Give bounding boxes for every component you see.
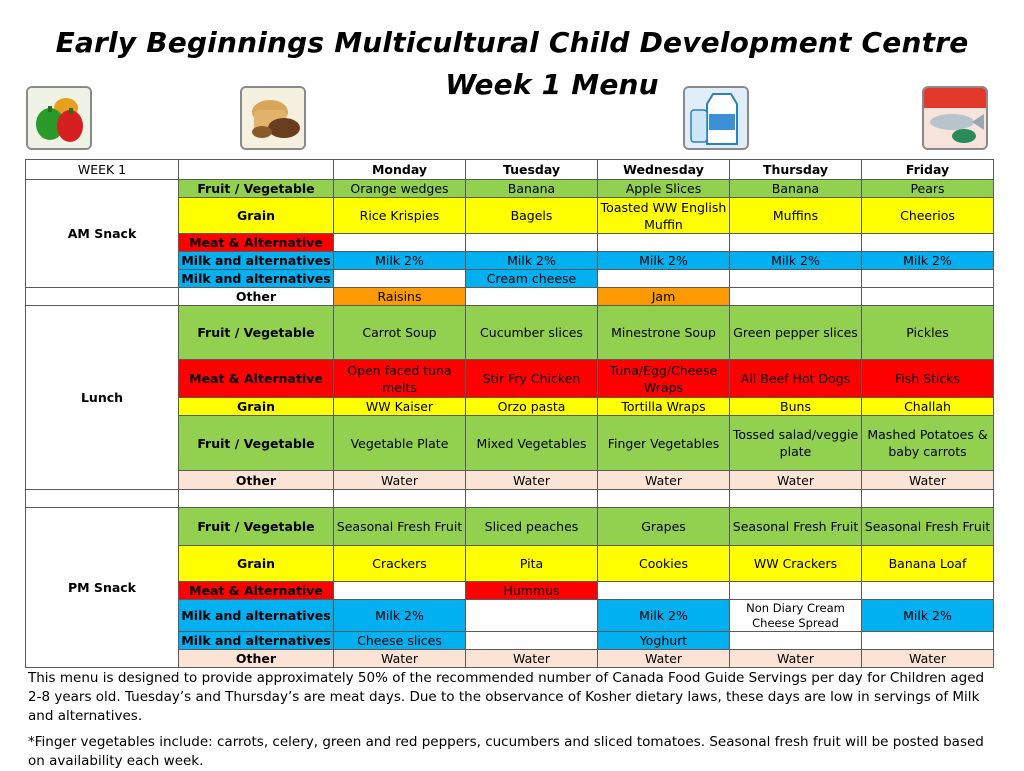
menu-cell: Milk 2% [862,600,994,632]
menu-cell [862,234,994,252]
menu-cell: Milk 2% [334,252,466,270]
menu-cell: Rice Krispies [334,198,466,234]
menu-note: This menu is designed to provide approximately 50% of the recommended number of Canada Food Guide Servings per day for Children aged 2-8 years old. Tuesday’s and Thursday’s are meat days. Due to the observance of Kosher dietary laws, these days are low in servings of Milk and alternatives. [28,670,985,724]
category-label: Milk and alternatives [179,270,334,288]
menu-cell: Yoghurt [598,632,730,650]
menu-cell: Milk 2% [730,252,862,270]
menu-cell: Milk 2% [598,600,730,632]
category-label: Grain [179,546,334,582]
menu-cell: Pickles [862,306,994,360]
menu-cell: Jam [598,288,730,306]
menu-cell: Grapes [598,508,730,546]
page-title: Early Beginnings Multicultural Child Development Centre [55,26,969,59]
day-header-friday: Friday [862,160,994,180]
menu-cell: Water [598,471,730,490]
vegetables-icon [26,86,92,150]
menu-cell: Non Diary Cream Cheese Spread [730,600,862,632]
category-label: Fruit / Vegetable [179,306,334,360]
menu-cell: Water [466,650,598,668]
menu-cell [862,582,994,600]
menu-cell: All Beef Hot Dogs [730,360,862,398]
menu-cell: Milk 2% [334,600,466,632]
menu-cell [862,632,994,650]
menu-cell: WW Kaiser [334,398,466,416]
menu-cell: Cream cheese [466,270,598,288]
menu-cell: Open faced tuna melts [334,360,466,398]
menu-cell [466,234,598,252]
week-label: WEEK 1 [26,160,179,180]
menu-cell: Hummus [466,582,598,600]
menu-cell [730,234,862,252]
menu-cell [730,288,862,306]
menu-cell: Mashed Potatoes & baby carrots [862,416,994,471]
menu-cell: Seasonal Fresh Fruit [730,508,862,546]
menu-cell: Sliced peaches [466,508,598,546]
menu-cell: Challah [862,398,994,416]
menu-cell: Tuna/Egg/Cheese Wraps [598,360,730,398]
menu-cell: Buns [730,398,862,416]
menu-cell: Water [730,650,862,668]
page-subtitle: Week 1 Menu [445,68,659,101]
category-label: Grain [179,198,334,234]
menu-cell: Seasonal Fresh Fruit [334,508,466,546]
meal-label: AM Snack [26,180,179,288]
menu-cell [730,632,862,650]
menu-cell: Orange wedges [334,180,466,198]
category-label: Fruit / Vegetable [179,180,334,198]
category-label: Meat & Alternative [179,582,334,600]
menu-cell: Vegetable Plate [334,416,466,471]
menu-cell: Raisins [334,288,466,306]
milk-icon [683,86,749,150]
menu-cell: Banana [466,180,598,198]
meal-label: Lunch [26,306,179,490]
table-row [26,508,994,546]
menu-cell: Pita [466,546,598,582]
menu-cell: Banana [730,180,862,198]
menu-cell: Muffins [730,198,862,234]
bread-icon [240,86,306,150]
header-row [26,160,994,180]
menu-cell [598,582,730,600]
table-row [26,288,994,306]
menu-cell: Banana Loaf [862,546,994,582]
menu-cell [334,234,466,252]
category-label: Milk and alternatives [179,600,334,632]
menu-cell: Water [466,471,598,490]
menu-cell: Seasonal Fresh Fruit [862,508,994,546]
menu-cell [466,288,598,306]
menu-cell [466,600,598,632]
menu-cell: Water [862,471,994,490]
category-label: Meat & Alternative [179,234,334,252]
day-header-monday: Monday [334,160,466,180]
menu-cell [334,270,466,288]
menu-cell [730,582,862,600]
category-label: Fruit / Vegetable [179,508,334,546]
category-label: Other [179,288,334,306]
menu-cell: Orzo pasta [466,398,598,416]
category-label: Meat & Alternative [179,360,334,398]
day-header-wednesday: Wednesday [598,160,730,180]
menu-cell: Milk 2% [598,252,730,270]
menu-cell [862,288,994,306]
menu-cell: Water [334,471,466,490]
day-header-tuesday: Tuesday [466,160,598,180]
menu-cell: Water [730,471,862,490]
meal-label: PM Snack [26,508,179,668]
menu-cell: Stir Fry Chicken [466,360,598,398]
menu-cell [730,270,862,288]
menu-cell: Toasted WW English Muffin [598,198,730,234]
menu-cell: Bagels [466,198,598,234]
menu-cell: Mixed Vegetables [466,416,598,471]
menu-cell: Cheese slices [334,632,466,650]
menu-cell: Milk 2% [466,252,598,270]
menu-cell: Cheerios [862,198,994,234]
menu-cell: Minestrone Soup [598,306,730,360]
menu-cell: Milk 2% [862,252,994,270]
category-label: Other [179,650,334,668]
menu-cell: Pears [862,180,994,198]
category-label: Fruit / Vegetable [179,416,334,471]
menu-cell: Green pepper slices [730,306,862,360]
menu-cell: Carrot Soup [334,306,466,360]
menu-cell: Tossed salad/veggie plate [730,416,862,471]
menu-cell: Cookies [598,546,730,582]
category-label: Grain [179,398,334,416]
menu-cell: Fish Sticks [862,360,994,398]
menu-cell: Tortilla Wraps [598,398,730,416]
menu-cell: Cucumber slices [466,306,598,360]
day-header-thursday: Thursday [730,160,862,180]
category-label: Milk and alternatives [179,252,334,270]
menu-cell [334,582,466,600]
menu-cell: Finger Vegetables [598,416,730,471]
menu-cell: Water [598,650,730,668]
menu-cell: Crackers [334,546,466,582]
table-row [26,306,994,360]
menu-cell: Water [334,650,466,668]
menu-cell: Apple Slices [598,180,730,198]
menu-cell [466,632,598,650]
menu-cell [862,270,994,288]
menu-cell [598,234,730,252]
category-label: Milk and alternatives [179,632,334,650]
category-label: Other [179,471,334,490]
fish-icon [922,86,988,150]
menu-cell [598,270,730,288]
footnote: *Finger vegetables include: carrots, celery, green and red peppers, cucumbers and sliced tomatoes. Seasonal fresh fruit will be posted based on availability each week. [28,734,984,769]
spacer-row [26,490,994,508]
menu-table [25,159,994,668]
menu-cell: WW Crackers [730,546,862,582]
table-row [26,180,994,198]
menu-cell: Water [862,650,994,668]
